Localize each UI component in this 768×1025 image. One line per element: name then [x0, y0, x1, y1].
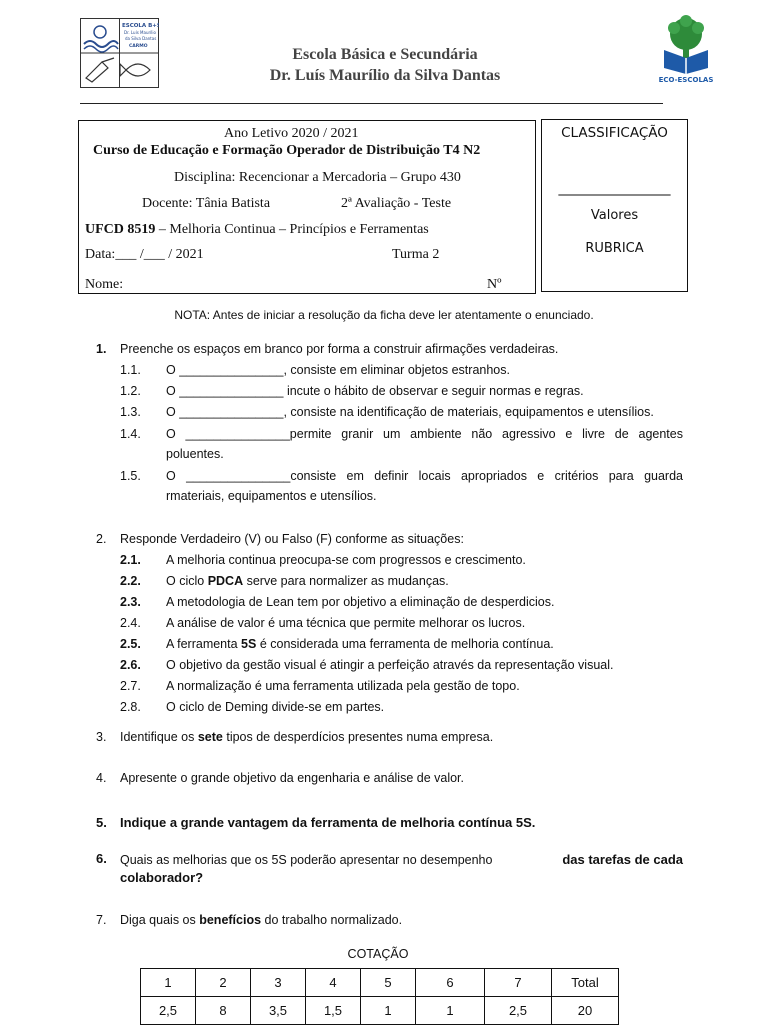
- q2-6-text: O objetivo da gestão visual é atingir a perfeição através da representação visual.: [166, 658, 614, 672]
- q5-text: Indique a grande vantagem da ferramenta de melhoria contínua 5S.: [120, 815, 536, 830]
- cotacao-header-cell: 1: [141, 969, 196, 997]
- cotacao-value-cell: 20: [552, 997, 619, 1025]
- q1-number: 1.: [96, 342, 107, 356]
- curso: Curso de Educação e Formação Operador de Distribuição T4 N2: [93, 143, 481, 158]
- q2-6-number: 2.6.: [120, 658, 141, 672]
- q1-text: Preenche os espaços em branco por forma a construir afirmações verdadeiras.: [120, 342, 559, 356]
- q3-text-bold: sete: [197, 730, 223, 744]
- header-divider: [80, 103, 663, 104]
- q1-4-number: 1.4.: [120, 427, 141, 441]
- data-field: Data:___ /___ / 2021: [85, 247, 204, 262]
- q6-text-line1: [120, 852, 683, 868]
- cotacao-value-cell: 1: [361, 997, 416, 1025]
- school-name-line2: Dr. Luís Maurílio da Silva Dantas: [269, 67, 501, 84]
- logo-text-1: ESCOLA B+S: [122, 23, 159, 29]
- q7-number: 7.: [96, 913, 107, 927]
- q2-5-text-c: é considerada uma ferramenta de melhoria contínua.: [256, 637, 554, 651]
- q2-text: Responde Verdadeiro (V) ou Falso (F) conforme as situações:: [120, 532, 464, 546]
- q1-3-number: 1.3.: [120, 405, 141, 419]
- q3-text-a: Identifique os: [120, 730, 198, 744]
- school-name: [160, 44, 610, 86]
- q2-4-number: 2.4.: [120, 616, 141, 630]
- q2-2-text-bold: PDCA: [207, 574, 244, 588]
- disciplina: Disciplina: Recencionar a Mercadoria – Grupo 430: [174, 170, 461, 185]
- cotacao-header-row: [141, 969, 619, 997]
- q2-4-text: A análise de valor é uma técnica que permite melhorar os lucros.: [166, 616, 526, 630]
- q2-8-text: O ciclo de Deming divide-se em partes.: [166, 700, 385, 714]
- rubrica-label: RUBRICA: [585, 241, 644, 256]
- q1-5-text-cont: rmateriais, equipamentos e utensílios.: [166, 489, 377, 503]
- ufcd-title: – Melhoria Continua – Princípios e Ferramentas: [155, 222, 429, 237]
- school-logo: [80, 18, 159, 88]
- school-name-line1: Escola Básica e Secundária: [292, 46, 478, 63]
- cotacao-value-cell: 2,5: [485, 997, 552, 1025]
- q1-5-number: 1.5.: [120, 469, 141, 483]
- q1-5-text: O _______________consiste em definir locais apropriados e critérios para guarda: [166, 469, 683, 483]
- cotacao-header-cell: 6: [416, 969, 485, 997]
- q2-2-number: 2.2.: [120, 574, 141, 588]
- q2-2-text-c: serve para normalizer as mudanças.: [243, 574, 449, 588]
- cotacao-header-cell: 4: [306, 969, 361, 997]
- cotacao-table: [140, 968, 619, 1025]
- nota: NOTA: Antes de iniciar a resolução da ficha deve ler atentamente o enunciado.: [174, 308, 594, 322]
- q6-number: 6.: [96, 851, 107, 866]
- nome-field: Nome:: [85, 277, 124, 292]
- numero-field: Nº: [487, 277, 502, 292]
- ufcd-code: UFCD 8519: [85, 222, 156, 237]
- q1-4-text: O _______________permite granir um ambiente não agressivo e livre de agentes: [166, 427, 683, 441]
- cotacao-header-cell: Total: [552, 969, 619, 997]
- turma: Turma 2: [392, 247, 440, 262]
- q2-5-text-bold: 5S: [241, 637, 257, 651]
- cotacao-value-cell: 1,5: [306, 997, 361, 1025]
- cotacao-header-cell: 7: [485, 969, 552, 997]
- valores-label: Valores: [590, 208, 639, 223]
- docente: Docente: Tânia Batista: [142, 196, 271, 211]
- q7-text-a: Diga quais os: [120, 913, 200, 927]
- q3-text-c: tipos de desperdícios presentes numa empresa.: [222, 730, 494, 744]
- cotacao-header-cell: 2: [196, 969, 251, 997]
- ufcd: [85, 222, 429, 238]
- q2-7-text: A normalização é uma ferramenta utilizada pela gestão de topo.: [166, 679, 520, 693]
- q1-2-text: O _______________ incute o hábito de observar e seguir normas e regras.: [166, 384, 584, 398]
- logo-text-4: CARMO: [129, 44, 148, 49]
- cotacao-values-row: [141, 997, 619, 1025]
- q2-5-text: [166, 636, 554, 652]
- q5-number: 5.: [96, 815, 107, 830]
- q2-5-text-a: A ferramenta: [166, 637, 242, 651]
- info-box: [78, 120, 536, 294]
- cotacao-title: COTAÇÃO: [347, 947, 409, 961]
- q6-text-line2: colaborador?: [120, 870, 204, 885]
- classificacao-title: CLASSIFICAÇÃO: [561, 125, 668, 141]
- logo-text-3: da Silva Dantas: [125, 36, 157, 41]
- q2-5-number: 2.5.: [120, 637, 141, 651]
- cotacao-header-cell: 5: [361, 969, 416, 997]
- q3-text: [120, 729, 493, 745]
- q2-number: 2.: [96, 532, 107, 546]
- cotacao-value-cell: 8: [196, 997, 251, 1025]
- q2-2-text-a: O ciclo: [166, 574, 208, 588]
- cotacao-header-cell: 3: [251, 969, 306, 997]
- q2-2-text: [166, 573, 449, 589]
- classificacao-line: ________________: [558, 180, 671, 196]
- cotacao-value-cell: 1: [416, 997, 485, 1025]
- q4-number: 4.: [96, 771, 107, 785]
- q2-3-number: 2.3.: [120, 595, 141, 609]
- q2-7-number: 2.7.: [120, 679, 141, 693]
- q7-text: [120, 912, 402, 928]
- q3-number: 3.: [96, 730, 107, 744]
- q7-text-bold: benefícios: [199, 913, 262, 927]
- cotacao-value-cell: 2,5: [141, 997, 196, 1025]
- classificacao-box: [541, 119, 688, 292]
- q1-4-text-cont: poluentes.: [166, 447, 224, 461]
- q1-3-text: O _______________, consiste na identificação de materiais, equipamentos e utensílios.: [166, 405, 654, 419]
- q2-1-number: 2.1.: [120, 553, 141, 567]
- q2-8-number: 2.8.: [120, 700, 141, 714]
- cotacao-value-cell: 3,5: [251, 997, 306, 1025]
- q1-1-text: O _______________, consiste em eliminar objetos estranhos.: [166, 363, 510, 377]
- q1-2-number: 1.2.: [120, 384, 141, 398]
- q4-text: Apresente o grande objetivo da engenharia e análise de valor.: [120, 771, 465, 785]
- eco-escolas-logo: [654, 14, 718, 84]
- q2-3-text: A metodologia de Lean tem por objetivo a eliminação de desperdicios.: [166, 595, 555, 609]
- q7-text-c: do trabalho normalizado.: [261, 913, 403, 927]
- q6-text-bold: das tarefas de cada: [562, 852, 683, 867]
- logo-text-2: Dr. Luís Maurílio: [124, 30, 156, 35]
- q1-1-number: 1.1.: [120, 363, 141, 377]
- eco-escolas-label: ECO-ESCOLAS: [658, 76, 714, 84]
- q6-text-a: Quais as melhorias que os 5S poderão apresentar no desempenho: [120, 853, 493, 867]
- ano-letivo: Ano Letivo 2020 / 2021: [224, 126, 359, 141]
- q2-1-text: A melhoria continua preocupa-se com progressos e crescimento.: [166, 553, 526, 567]
- avaliacao: 2ª Avaliação - Teste: [341, 196, 452, 211]
